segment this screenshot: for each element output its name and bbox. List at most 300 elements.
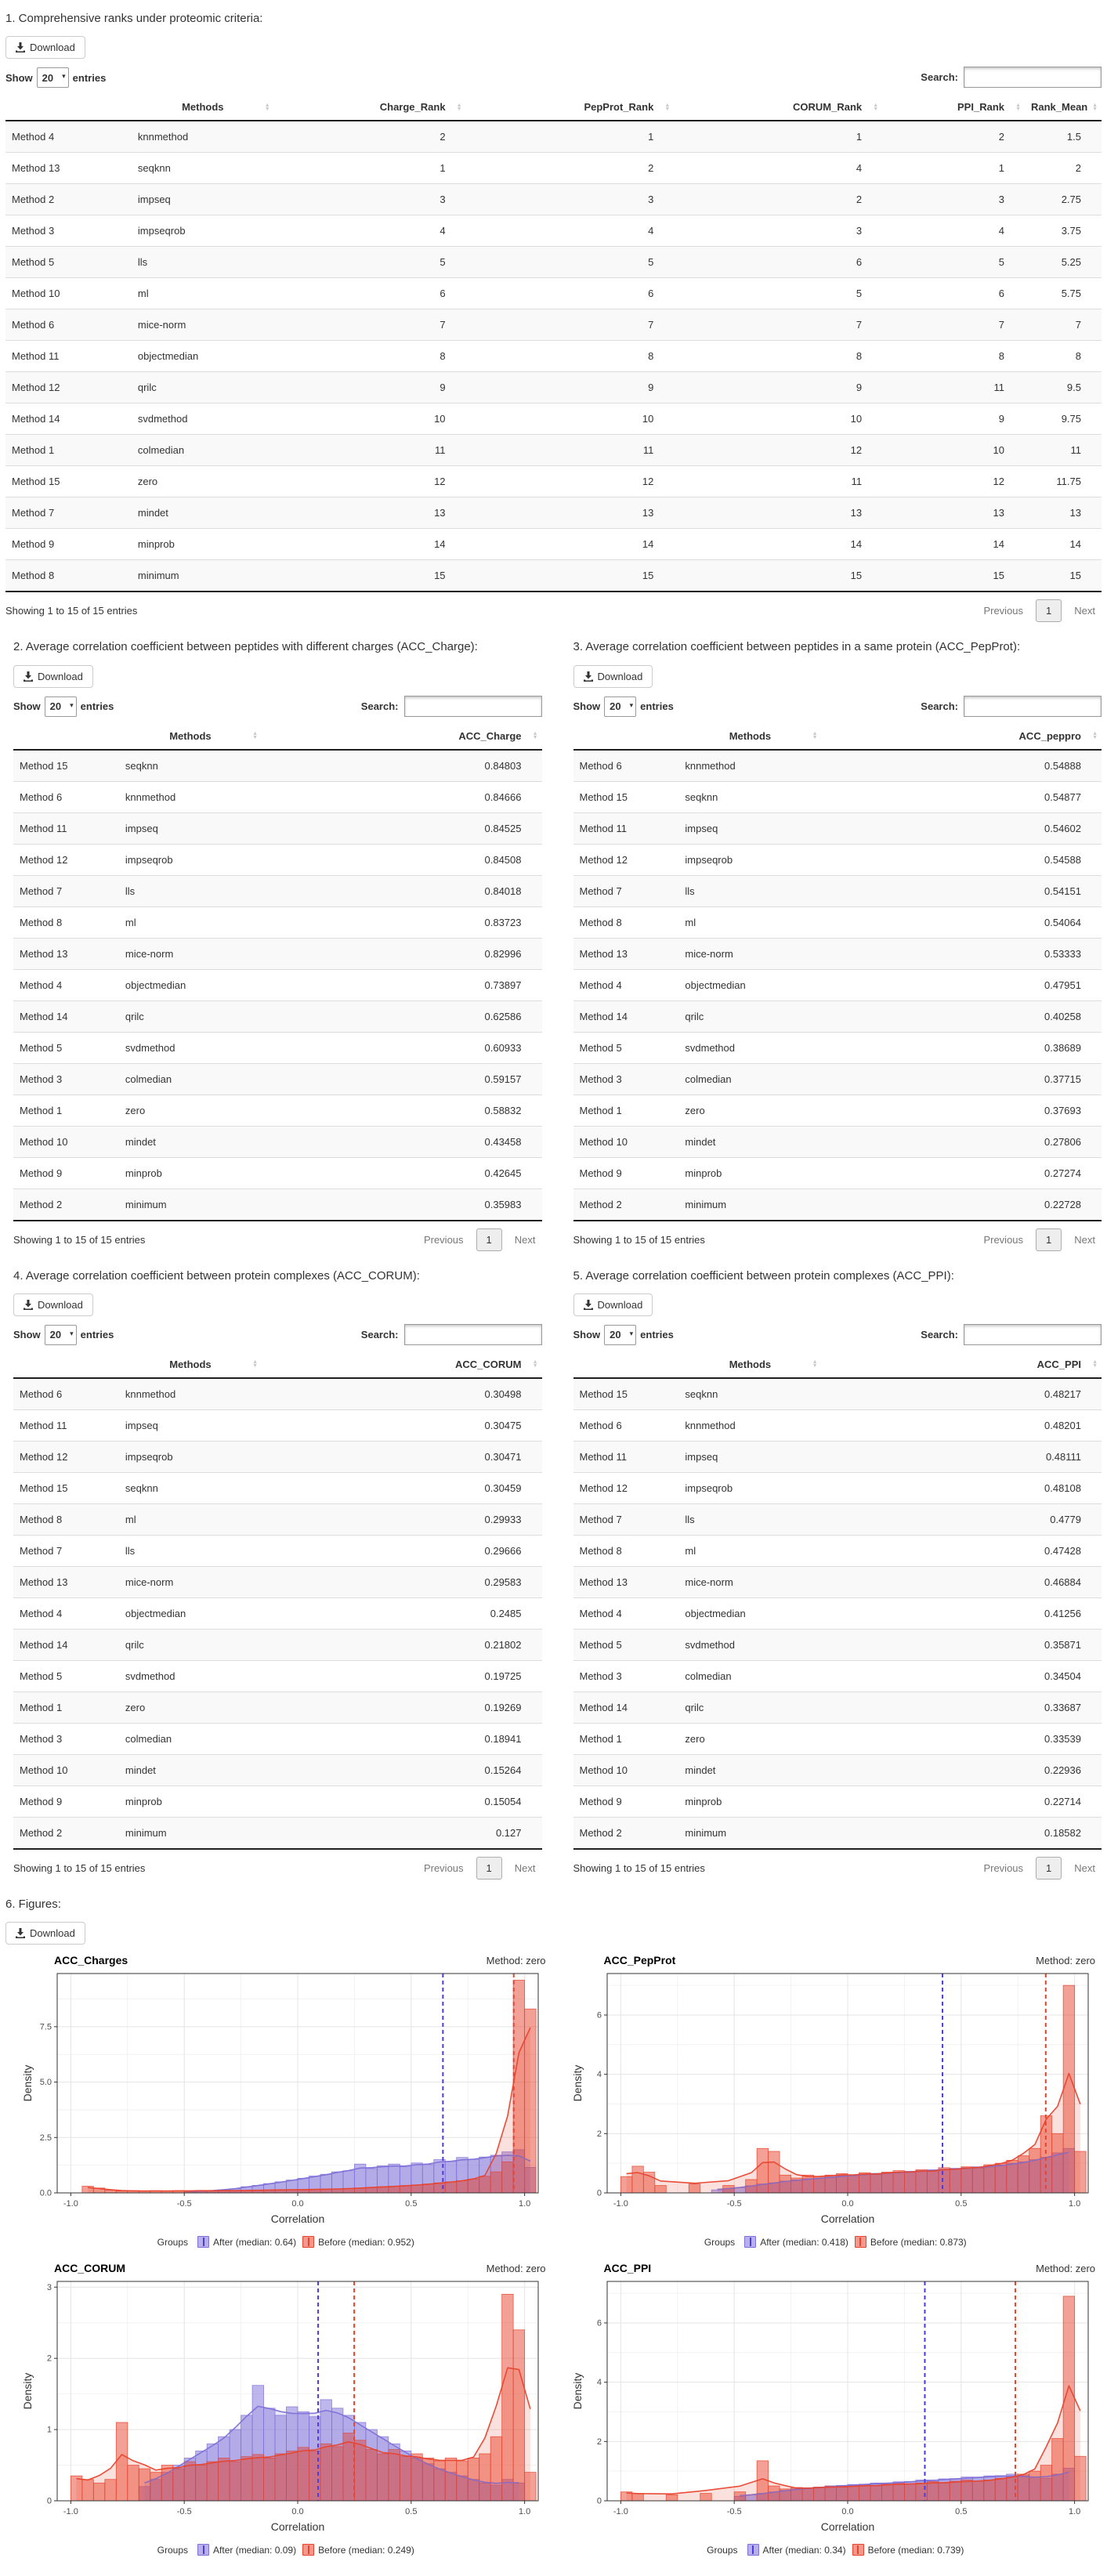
legend-title: Groups [157,2544,189,2556]
svg-text:0.0: 0.0 [291,2199,304,2209]
search-control [921,1324,1102,1345]
histogram-chart [571,1967,1094,2234]
table-row: Method 13 mice-norm 0.29583 [13,1566,542,1597]
svg-text:4: 4 [596,2378,602,2388]
svg-text:1.0: 1.0 [1068,2199,1080,2209]
pagination [977,599,1102,622]
svg-text:0.5: 0.5 [405,2199,418,2209]
download-label: Download [597,670,643,682]
entries-label: entries [640,1329,674,1341]
column-header-methods[interactable]: Methods ▲ ▼ [678,1351,821,1378]
legend-label: Before (median: 0.873) [870,2236,967,2248]
showing-entries: Showing 1 to 15 of 15 entries [13,1861,146,1874]
before-swatch [852,2544,864,2556]
svg-text:1.0: 1.0 [1068,2507,1080,2516]
next-button[interactable]: Next [1074,1233,1095,1246]
svg-text:7.5: 7.5 [39,2022,52,2032]
table-row: Method 2 minimum 0.127 [13,1817,542,1849]
pagination [977,1857,1102,1880]
table-row: Method 13 mice-norm 0.46884 [573,1566,1102,1597]
sort-icon: ▲ ▼ [812,1359,818,1369]
sort-icon: ▲ ▼ [532,1359,538,1369]
download-icon [16,1928,25,1938]
chart-method-label: Method: zero [1036,1955,1095,1966]
column-header-acc_corum[interactable]: ACC_CORUM ▲ ▼ [262,1351,542,1378]
column-header-methods[interactable]: Methods ▲ ▼ [132,94,274,121]
column-header-methods[interactable]: Methods ▲ ▼ [119,1351,262,1378]
acc-charge-table [13,723,542,1221]
column-header-acc_peppro[interactable]: ACC_peppro ▲ ▼ [822,723,1102,750]
section-acc-ppi [573,1261,1102,1889]
page-length-control [573,1325,674,1345]
svg-text:-1.0: -1.0 [613,2199,628,2209]
legend-item [855,2236,967,2248]
svg-text:-0.5: -0.5 [176,2199,192,2209]
table-row: Method 10 mindet 0.43458 [13,1126,542,1157]
legend-label: Before (median: 0.739) [867,2544,964,2556]
legend-label: After (median: 0.64) [213,2236,297,2248]
page-length-control [573,696,674,717]
table-row: Method 7 lls 0.54151 [573,875,1102,906]
svg-text:2: 2 [596,2437,602,2447]
pagination [977,1228,1102,1251]
table-row: Method 5 svdmethod 0.38689 [573,1032,1102,1063]
section-ranks [5,11,1102,622]
column-header-rank_mean[interactable]: Rank_Mean ▲ ▼ [1025,94,1102,121]
svg-text:-1.0: -1.0 [613,2507,628,2516]
svg-text:1.0: 1.0 [518,2199,531,2209]
figure-acc-pepprot [571,1952,1101,2256]
sort-icon: ▲ ▼ [1092,102,1098,112]
show-label: Show [5,71,33,84]
download-icon [16,42,25,52]
chart-method-label: Method: zero [1036,2263,1095,2274]
histogram-chart [571,2275,1094,2542]
search-label: Search: [921,1328,958,1340]
entries-label: entries [80,700,114,712]
legend-item [197,2544,296,2556]
svg-text:0: 0 [596,2188,602,2198]
svg-text:6: 6 [596,2318,602,2328]
table-row: Method 15 seqknn 0.48217 [573,1378,1102,1410]
sort-icon: ▲ ▼ [264,102,270,112]
search-control [921,696,1102,717]
page-length-select[interactable] [604,1325,636,1345]
page-1-button[interactable]: 1 [1036,1228,1062,1251]
chart-method-label: Method: zero [486,1955,546,1966]
legend-label: Before (median: 0.249) [318,2544,414,2556]
table-row: Method 8 minimum 15 15 15 15 15 [5,560,1102,592]
table-row: Method 11 impseq 0.30475 [13,1409,542,1441]
column-header-acc_ppi[interactable]: ACC_PPI ▲ ▼ [822,1351,1102,1378]
table-row: Method 5 lls 5 5 6 5 5.25 [5,247,1102,278]
table-row: Method 6 knnmethod 0.54888 [573,750,1102,782]
table-row: Method 13 mice-norm 0.82996 [13,938,542,969]
table-row: Method 8 ml 0.47428 [573,1535,1102,1566]
section-title: 6. Figures: [5,1897,61,1911]
page-length-control [5,67,106,88]
section-title: 3. Average correlation coefficient between peptides in a same protein (ACC_PepProt): [573,640,1021,654]
legend-item [197,2236,296,2248]
svg-text:1: 1 [46,2425,52,2435]
previous-button[interactable]: Previous [983,1861,1024,1874]
show-label: Show [13,700,41,712]
table-row: Method 13 seqknn 1 2 4 1 2 [5,153,1102,184]
table-row: Method 13 mice-norm 0.53333 [573,938,1102,969]
page-length-select[interactable] [45,696,77,717]
legend-label: After (median: 0.09) [213,2544,297,2556]
page-length-control [13,696,114,717]
download-label: Download [38,670,83,682]
histogram-chart [21,2275,544,2542]
chart-title: ACC_PPI [603,2262,652,2274]
column-header-acc_charge[interactable]: ACC_Charge ▲ ▼ [262,723,542,750]
sort-icon: ▲ ▼ [873,102,879,112]
page-1-button[interactable]: 1 [1036,599,1062,622]
download-button[interactable] [13,1293,93,1316]
showing-entries: Showing 1 to 15 of 15 entries [5,605,138,617]
search-control [921,67,1102,88]
show-label: Show [13,1329,41,1341]
svg-text:0.0: 0.0 [291,2507,304,2516]
table-row: Method 2 minimum 0.22728 [573,1189,1102,1221]
table-row: Method 10 mindet 0.22936 [573,1754,1102,1785]
svg-text:-1.0: -1.0 [63,2507,78,2516]
after-swatch [744,2236,756,2248]
table-row: Method 15 seqknn 0.54877 [573,781,1102,812]
chart-legend [21,2544,551,2556]
after-swatch [747,2544,759,2556]
table-row: Method 11 impseq 0.84525 [13,812,542,844]
table-row: Method 1 colmedian 11 11 12 10 11 [5,435,1102,466]
chevron-down-icon: ▾ [629,1329,634,1337]
showing-entries: Showing 1 to 15 of 15 entries [573,1233,705,1246]
svg-text:Correlation: Correlation [270,2520,325,2533]
download-icon [24,671,33,682]
search-input[interactable] [404,696,542,717]
entries-label: entries [640,700,674,712]
table-row: Method 11 impseq 0.54602 [573,812,1102,844]
legend-title: Groups [707,2544,738,2556]
page-length-select[interactable] [37,67,69,88]
column-header-rowname [13,1351,119,1378]
table-row: Method 1 zero 0.37693 [573,1094,1102,1126]
chevron-down-icon: ▾ [70,1329,74,1337]
table-row: Method 8 ml 0.83723 [13,906,542,938]
svg-text:Correlation: Correlation [820,2520,874,2533]
table-row: Method 11 objectmedian 8 8 8 8 8 [5,341,1102,372]
download-label: Download [38,1298,83,1311]
svg-text:6: 6 [596,2010,602,2021]
svg-text:Correlation: Correlation [820,2212,874,2225]
table-row: Method 5 svdmethod 0.19725 [13,1660,542,1691]
show-label: Show [573,700,601,712]
svg-text:-0.5: -0.5 [176,2507,192,2516]
chart-legend [571,2544,1101,2556]
chart-title: ACC_CORUM [54,2262,125,2274]
svg-text:0.0: 0.0 [841,2199,854,2209]
table-row: Method 15 seqknn 0.84803 [13,750,542,782]
legend-item [744,2236,848,2248]
showing-entries: Showing 1 to 15 of 15 entries [573,1861,705,1874]
next-button[interactable]: Next [514,1233,536,1246]
table-row: Method 14 qrilc 0.33687 [573,1691,1102,1723]
sort-icon: ▲ ▼ [664,102,671,112]
next-button[interactable]: Next [1074,605,1095,617]
chevron-down-icon: ▾ [629,700,634,709]
search-input[interactable] [964,696,1102,717]
after-swatch [197,2236,209,2248]
showing-entries: Showing 1 to 15 of 15 entries [13,1233,146,1246]
table-row: Method 2 minimum 0.18582 [573,1817,1102,1849]
search-label: Search: [360,700,399,712]
table-row: Method 10 ml 6 6 5 6 5.75 [5,278,1102,309]
search-label: Search: [921,71,958,84]
table-row: Method 1 zero 0.33539 [573,1723,1102,1754]
search-label: Search: [921,700,958,712]
table-row: Method 12 impseqrob 0.48108 [573,1472,1102,1503]
entries-label: entries [72,71,107,84]
section-title: 4. Average correlation coefficient between protein complexes (ACC_CORUM): [13,1268,420,1283]
column-header-ppi_rank[interactable]: PPI_Rank ▲ ▼ [882,94,1025,121]
svg-text:0: 0 [46,2496,52,2506]
search-control [361,1324,542,1345]
previous-button[interactable]: Previous [983,605,1024,617]
column-header-rowname [13,723,119,750]
download-icon [584,671,593,682]
table-row: Method 7 lls 0.84018 [13,875,542,906]
table-row: Method 9 minprob 0.22714 [573,1785,1102,1817]
download-button[interactable] [573,1293,653,1316]
chart-legend [21,2236,551,2248]
table-row: Method 9 minprob 0.27274 [573,1157,1102,1189]
download-button[interactable] [573,665,653,688]
table-row: Method 2 minimum 0.35983 [13,1189,542,1221]
section-acc-pepprot [573,631,1102,1260]
entries-label: entries [80,1329,114,1341]
chevron-down-icon: ▾ [70,700,74,709]
figure-acc-ppi [571,2260,1101,2563]
svg-text:Density: Density [21,2372,34,2410]
ranks-table [5,94,1102,592]
table-row: Method 3 colmedian 0.18941 [13,1723,542,1754]
svg-text:Correlation: Correlation [270,2212,325,2225]
figure-acc-corum [21,2260,551,2563]
table-row: Method 11 impseq 0.48111 [573,1441,1102,1472]
table-row: Method 14 svdmethod 10 10 10 9 9.75 [5,403,1102,435]
previous-button[interactable]: Previous [423,1861,464,1874]
legend-label: After (median: 0.34) [762,2544,846,2556]
column-header-methods[interactable]: Methods ▲ ▼ [119,723,262,750]
search-input[interactable] [404,1324,542,1345]
svg-text:5.0: 5.0 [39,2078,52,2088]
svg-text:3: 3 [46,2282,52,2292]
table-row: Method 6 knnmethod 0.30498 [13,1378,542,1410]
table-row: Method 3 impseqrob 4 4 3 4 3.75 [5,215,1102,247]
search-label: Search: [360,1328,399,1340]
table-row: Method 9 minprob 0.42645 [13,1157,542,1189]
download-label: Download [597,1298,643,1311]
svg-text:-0.5: -0.5 [726,2199,742,2209]
after-swatch [197,2544,209,2556]
table-row: Method 9 minprob 14 14 14 14 14 [5,529,1102,560]
legend-item [302,2544,414,2556]
sort-icon: ▲ ▼ [1092,1359,1098,1369]
histogram-chart [21,1967,544,2234]
table-row: Method 8 ml 0.54064 [573,906,1102,938]
sort-icon: ▲ ▼ [252,731,258,740]
acc-corum-table [13,1351,542,1850]
table-row: Method 3 colmedian 0.34504 [573,1660,1102,1691]
svg-text:0.0: 0.0 [841,2507,854,2516]
table-row: Method 4 objectmedian 0.47951 [573,969,1102,1000]
sort-icon: ▲ ▼ [532,731,538,740]
svg-text:-0.5: -0.5 [726,2507,742,2516]
page-1-button[interactable]: 1 [476,1857,502,1880]
before-swatch [302,2544,314,2556]
svg-text:Density: Density [570,2064,584,2102]
svg-text:Density: Density [570,2372,584,2410]
download-icon [24,1300,33,1310]
table-row: Method 3 colmedian 0.59157 [13,1063,542,1094]
table-row: Method 7 mindet 13 13 13 13 13 [5,497,1102,529]
search-control [361,696,542,717]
svg-text:2: 2 [596,2129,602,2139]
search-input[interactable] [964,1324,1102,1345]
show-label: Show [573,1329,601,1341]
chevron-down-icon: ▾ [62,72,66,81]
sort-icon: ▲ ▼ [812,731,818,740]
svg-text:0.5: 0.5 [405,2507,418,2516]
sort-icon: ▲ ▼ [456,102,462,112]
svg-text:2.5: 2.5 [39,2133,52,2143]
table-row: Method 12 impseqrob 0.30471 [13,1441,542,1472]
table-row: Method 6 knnmethod 0.84666 [13,781,542,812]
column-header-charge_rank[interactable]: Charge_Rank ▲ ▼ [274,94,466,121]
column-header-corum_rank[interactable]: CORUM_Rank ▲ ▼ [674,94,882,121]
download-button[interactable] [13,665,93,688]
svg-text:1.0: 1.0 [518,2507,531,2516]
section-title: 2. Average correlation coefficient between peptides with different charges (ACC_Charge): [13,640,478,654]
table-row: Method 14 qrilc 0.62586 [13,1000,542,1032]
legend-label: After (median: 0.418) [760,2236,848,2248]
page-1-button[interactable]: 1 [1036,1857,1062,1880]
section-acc-corum [13,1261,542,1889]
pagination [418,1228,542,1251]
chart-method-label: Method: zero [486,2263,546,2274]
column-header-rowname [573,723,679,750]
svg-text:-1.0: -1.0 [63,2199,78,2209]
table-row: Method 14 qrilc 0.21802 [13,1629,542,1660]
page-length-select[interactable] [604,696,636,717]
table-row: Method 5 svdmethod 0.35871 [573,1629,1102,1660]
table-row: Method 12 impseqrob 0.54588 [573,844,1102,875]
table-row: Method 10 mindet 0.27806 [573,1126,1102,1157]
chart-legend [571,2236,1101,2248]
acc-ppi-table [573,1351,1102,1850]
before-swatch [855,2236,866,2248]
column-header-pepprot_rank[interactable]: PepProt_Rank ▲ ▼ [466,94,675,121]
svg-text:2: 2 [46,2353,52,2364]
legend-item [852,2544,964,2556]
table-row: Method 4 objectmedian 0.2485 [13,1597,542,1629]
legend-item [302,2236,414,2248]
table-row: Method 6 mice-norm 7 7 7 7 7 [5,309,1102,341]
next-button[interactable]: Next [1074,1861,1095,1874]
section-title: 1. Comprehensive ranks under proteomic criteria: [5,12,263,25]
table-row: Method 7 lls 0.29666 [13,1535,542,1566]
svg-text:0.0: 0.0 [39,2188,52,2198]
table-row: Method 1 zero 0.58832 [13,1094,542,1126]
acc-pepprot-table [573,723,1102,1221]
table-row: Method 6 knnmethod 0.48201 [573,1409,1102,1441]
table-row: Method 12 impseqrob 0.84508 [13,844,542,875]
sort-icon: ▲ ▼ [252,1359,258,1369]
chart-title: ACC_PepProt [603,1954,676,1966]
table-row: Method 14 qrilc 0.40258 [573,1000,1102,1032]
page-length-select[interactable] [45,1325,77,1345]
table-row: Method 7 lls 0.4779 [573,1503,1102,1535]
sort-icon: ▲ ▼ [1092,731,1098,740]
section-figures [5,1897,1102,2568]
svg-text:0: 0 [596,2496,602,2506]
table-row: Method 4 objectmedian 0.41256 [573,1597,1102,1629]
table-row: Method 8 ml 0.29933 [13,1503,542,1535]
pagination [418,1857,542,1880]
table-row: Method 5 svdmethod 0.60933 [13,1032,542,1063]
table-row: Method 4 objectmedian 0.73897 [13,969,542,1000]
chart-title: ACC_Charges [54,1954,128,1966]
table-row: Method 2 impseq 3 3 2 3 2.75 [5,184,1102,215]
table-row: Method 12 qrilc 9 9 9 11 9.5 [5,372,1102,403]
previous-button[interactable]: Previous [423,1233,464,1246]
svg-text:0.5: 0.5 [954,2507,967,2516]
svg-text:Density: Density [21,2064,34,2102]
page-1-button[interactable]: 1 [476,1228,502,1251]
table-row: Method 15 seqknn 0.30459 [13,1472,542,1503]
legend-label: Before (median: 0.952) [318,2236,414,2248]
legend-item [747,2544,846,2556]
download-label: Download [30,1927,75,1939]
section-title: 5. Average correlation coefficient between protein complexes (ACC_PPI): [573,1268,954,1283]
table-row: Method 9 minprob 0.15054 [13,1785,542,1817]
table-row: Method 1 zero 0.19269 [13,1691,542,1723]
next-button[interactable]: Next [514,1861,536,1874]
table-row: Method 10 mindet 0.15264 [13,1754,542,1785]
download-label: Download [30,42,75,54]
legend-title: Groups [157,2236,189,2248]
column-header-rowname [573,1351,679,1378]
before-swatch [302,2236,314,2248]
svg-text:0.5: 0.5 [954,2199,967,2209]
column-header-rowname [5,94,132,121]
table-row: Method 15 zero 12 12 11 12 11.75 [5,466,1102,497]
search-input[interactable] [964,67,1102,88]
section-acc-charge [13,631,542,1260]
table-row: Method 3 colmedian 0.37715 [573,1063,1102,1094]
legend-title: Groups [704,2236,736,2248]
download-button[interactable] [5,36,85,59]
figure-acc-charges [21,1952,551,2256]
column-header-methods[interactable]: Methods ▲ ▼ [678,723,821,750]
previous-button[interactable]: Previous [983,1233,1024,1246]
page-length-control [13,1325,114,1345]
download-icon [584,1300,593,1310]
table-row: Method 4 knnmethod 2 1 1 2 1.5 [5,121,1102,153]
sort-icon: ▲ ▼ [1015,102,1021,112]
download-button[interactable] [5,1922,85,1945]
svg-text:4: 4 [596,2070,602,2080]
